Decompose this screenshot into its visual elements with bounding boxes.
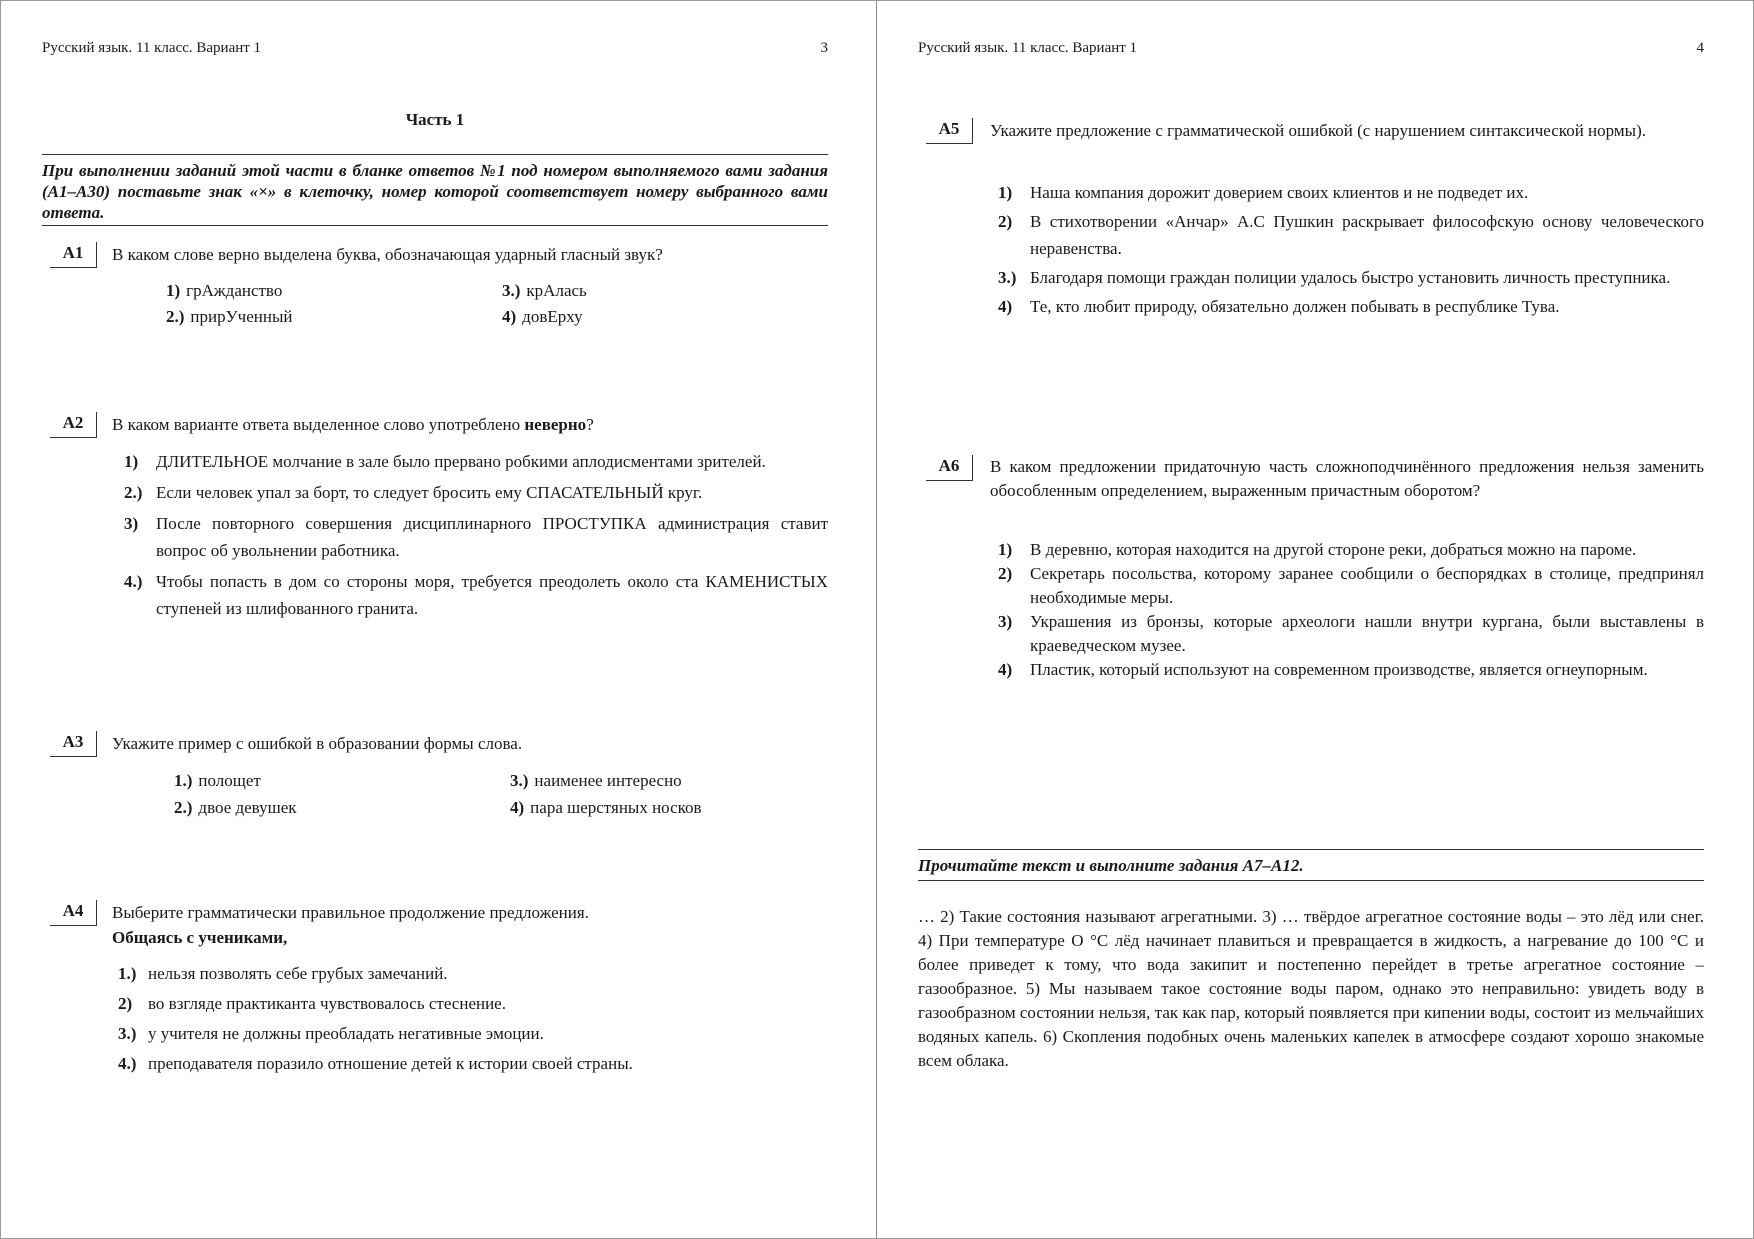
option[interactable]: 3.) наименее интересно bbox=[510, 771, 682, 790]
page-divider bbox=[876, 0, 877, 1239]
option[interactable]: 3) После повторного совершения дисциплинарного ПРОСТУПКА администрация ставит вопрос об увольнении работника. bbox=[124, 514, 828, 560]
text-passage: … 2) Такие состояния называют агрегатными. 3) … твёрдое агрегатное состояние воды – это лёд или снег. 4) При температуре О °С лёд начинает плавиться и превращается в жидкость, а нагревание до 100 °С и более приведет к тому, что вода закипит и постепенно перейдет в третье агрегатное состояние – газообразное. 5) Мы называем такое состояние воды паром, однако это неправильно: увидеть воду в газообразном состоянии нельзя, так как пар, который появляется при кипении воды, состоит из мельчайших водяных капель. 6) Скопления подобных очень маленьких капелек в атмосфере создают хорошо знакомые всем облака. bbox=[918, 907, 1704, 1070]
running-header bbox=[918, 40, 1704, 57]
option[interactable]: 1) Наша компания дорожит доверием своих клиентов и не подведет их. bbox=[998, 183, 1529, 202]
option[interactable]: 1) ДЛИТЕЛЬНОЕ молчание в зале было прервано робкими аплодисментами зрителей. bbox=[124, 452, 766, 471]
option[interactable]: 4.) Чтобы попасть в дом со стороны моря, требуется преодолеть около ста КАМЕНИСТЫХ ступеней из шлифованного гранита. bbox=[124, 572, 828, 618]
task-question: Укажите пример с ошибкой в образовании формы слова. bbox=[112, 734, 523, 753]
a6-options bbox=[998, 538, 1704, 682]
right-page bbox=[918, 0, 1704, 1239]
instruction-box: При выполнении заданий этой части в бланке ответов №1 под номером выполняемого вами задания (А1–А30) поставьте знак «×» в клеточку, номер которой соответствует номеру выбранного вами ответа. bbox=[42, 154, 828, 226]
task-question: Выберите грамматически правильное продолжение предложения. Общаясь с учениками, bbox=[112, 900, 828, 950]
option[interactable]: 2.) прирУченный bbox=[166, 307, 293, 326]
task-label: А6 bbox=[926, 455, 973, 481]
option[interactable]: 4) пара шерстяных носков bbox=[510, 798, 702, 817]
header-title: Русский язык. 11 класс. Вариант 1 bbox=[918, 40, 1138, 56]
running-header bbox=[42, 40, 828, 57]
option[interactable]: 4) довЕрху bbox=[502, 307, 583, 326]
option[interactable]: 1.) нельзя позволять себе грубых замечаний. bbox=[118, 964, 448, 983]
option[interactable]: 3) Украшения из бронзы, которые археологи нашли внутри кургана, были выставлены в краеведческом музее. bbox=[998, 612, 1704, 655]
option[interactable]: 1) В деревню, которая находится на другой стороне реки, добраться можно на пароме. bbox=[998, 540, 1637, 559]
task-label: А3 bbox=[50, 731, 97, 757]
option[interactable]: 4.) преподавателя поразило отношение детей к истории своей страны. bbox=[118, 1054, 633, 1073]
task-question: В каком слове верно выделена буква, обозначающая ударный гласный звук? bbox=[112, 245, 663, 264]
task-question: Укажите предложение с грамматической ошибкой (с нарушением синтаксической нормы). bbox=[990, 121, 1646, 140]
option[interactable]: 2) Секретарь посольства, которому заранее сообщили о беспорядках в столице, предпринял необходимые меры. bbox=[998, 564, 1704, 607]
option[interactable]: 3.) крАлась bbox=[502, 281, 587, 300]
reading-instruction: Прочитайте текст и выполните задания А7–А12. bbox=[918, 849, 1704, 881]
option[interactable]: 3.) у учителя не должны преобладать негативные эмоции. bbox=[118, 1024, 544, 1043]
a5-options bbox=[998, 179, 1704, 320]
left-page bbox=[42, 0, 828, 1239]
option[interactable]: 2.) Если человек упал за борт, то следует бросить ему СПАСАТЕЛЬНЫЙ круг. bbox=[124, 483, 703, 502]
task-label: А5 bbox=[926, 118, 973, 144]
a4-options bbox=[118, 960, 828, 1077]
option[interactable]: 2) во взгляде практиканта чувствовалось стеснение. bbox=[118, 994, 506, 1013]
option[interactable]: 3.) Благодаря помощи граждан полиции удалось быстро установить личность преступника. bbox=[998, 268, 1671, 287]
option[interactable]: 4) Пластик, который используют на современном производстве, является огнеупорным. bbox=[998, 660, 1648, 679]
option[interactable]: 1.) полощет bbox=[174, 771, 261, 790]
page-number: 4 bbox=[1696, 40, 1704, 56]
task-label: А4 bbox=[50, 900, 97, 926]
task-lead: Общаясь с учениками, bbox=[112, 928, 288, 947]
task-question: В каком предложении придаточную часть сложноподчинённого предложения нельзя заменить обособленным определением, выраженным причастным оборотом? bbox=[990, 457, 1704, 500]
option[interactable]: 4) Те, кто любит природу, обязательно должен побывать в республике Тува. bbox=[998, 297, 1560, 316]
a2-options bbox=[124, 448, 828, 622]
option[interactable]: 2) В стихотворении «Анчар» А.С Пушкин раскрывает философскую основу человеческого неравенства. bbox=[998, 212, 1704, 258]
page-number: 3 bbox=[820, 40, 828, 56]
task-question: В каком варианте ответа выделенное слово употреблено неверно? bbox=[112, 415, 594, 434]
header-title: Русский язык. 11 класс. Вариант 1 bbox=[42, 40, 262, 56]
part-title: Часть 1 bbox=[405, 110, 465, 129]
option[interactable]: 1) грАжданство bbox=[166, 281, 283, 300]
option[interactable]: 2.) двое девушек bbox=[174, 798, 297, 817]
task-label: А2 bbox=[50, 412, 97, 438]
task-label: А1 bbox=[50, 242, 97, 268]
